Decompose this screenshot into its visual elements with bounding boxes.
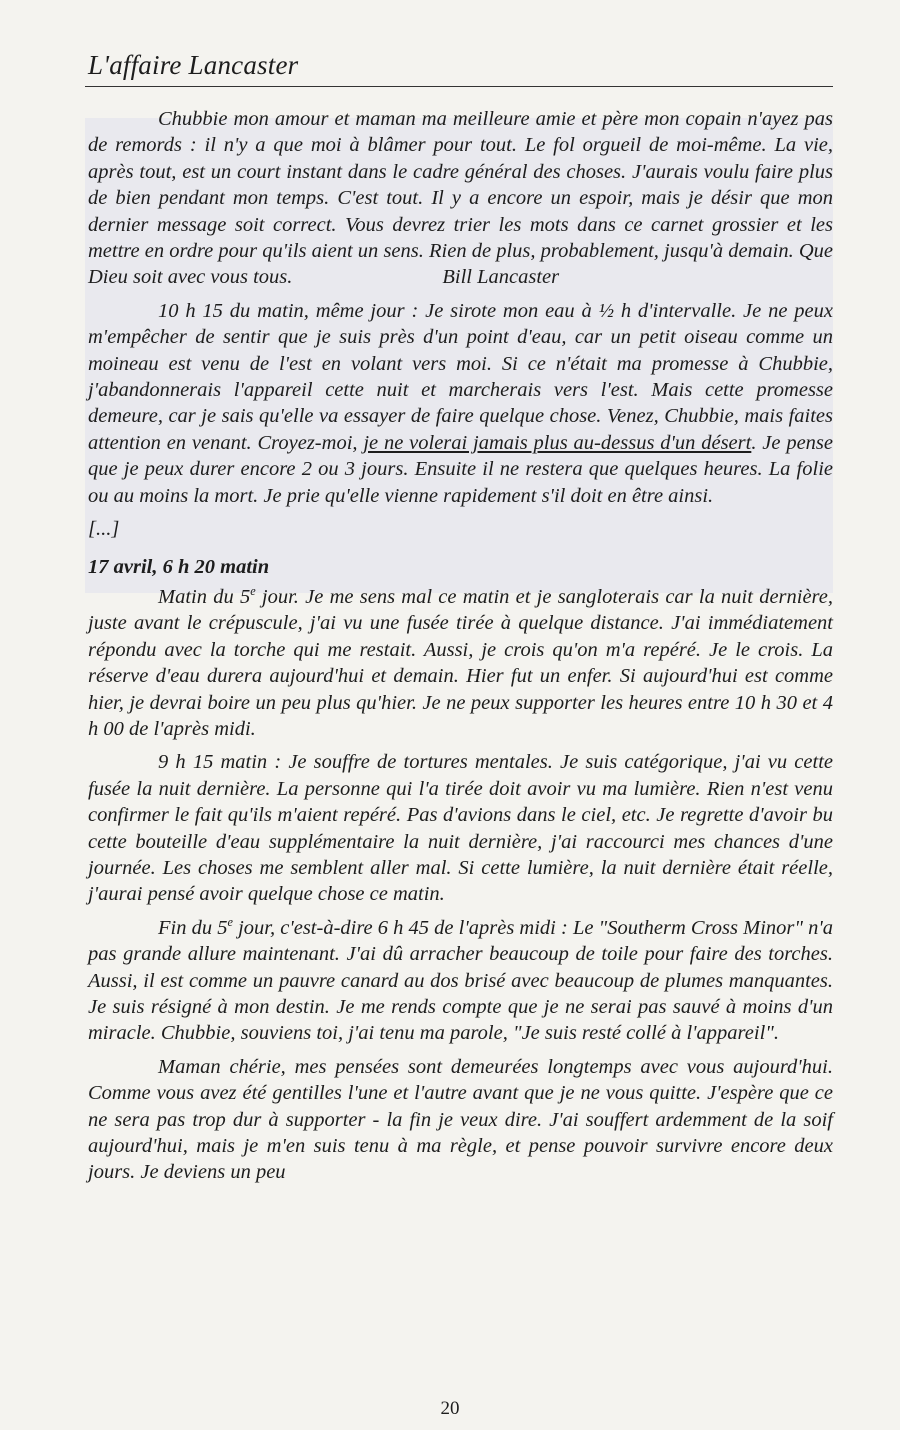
paragraph-fin-5e-jour: Fin du 5e jour, c'est-à-dire 6 h 45 de l'après midi : Le "Southerm Cross Minor" n'a pas grande allure maintenant. J'ai dû arracher beaucoup de toile pour faire des torches. Aussi, il est comme un pauvre canard au dos brisé avec beaucoup de plumes manquantes. Je suis résigné à mon destin. Je me rends compte que je ne serai pas sauvé à moins d'un miracle. Chubbie, souviens toi, j'ai tenu ma parole, "Je suis resté collé à l'appareil".	[88, 914, 833, 1045]
body-text	[88, 106, 833, 1186]
paragraph-10h15: 10 h 15 du matin, même jour : Je sirote mon eau à ½ h d'intervalle. Je ne peux m'empêcher de sentir que je suis près d'un point d'eau, car un petit oiseau comme un moineau est venu de l'est en volant vers moi. Si ce n'était ma promesse à Chubbie, j'abandonnerais l'appareil cette nuit et marcherais vers l'est. Mais cette promesse demeure, car je sais qu'elle va essayer de faire quelque chose. Venez, Chubbie, mais faites attention en venant. Croyez-moi, je ne volerai jamais plus au-dessus d'un désert. Je pense que je peux durer encore 2 ou 3 jours. Ensuite il ne restera que quelques heures. La folie ou au moins la mort. Je prie qu'elle vienne rapidement s'il doit en être ainsi.	[88, 299, 833, 507]
ellipsis: [...]	[88, 518, 120, 541]
paragraph-9h15: 9 h 15 matin : Je souffre de tortures mentales. Je suis catégorique, j'ai vu cette fusée la nuit dernière. La personne qui l'a tirée doit avoir vu ma lumière. Rien n'est venu confirmer le fait qu'ils m'aient repéré. Pas d'avions dans le ciel, etc. Je regrette d'avoir bu cette bouteille d'eau supplémentaire la nuit dernière, j'ai raccourci mes chances d'une journée. Les choses me semblent aller mal. Si cette lumière, la nuit dernière était réelle, j'aurai pensé avoir quelque chose ce matin.	[88, 751, 833, 906]
header-rule	[85, 86, 833, 87]
page-number: 20	[440, 1398, 460, 1419]
paragraph-letter: Chubbie mon amour et maman ma meilleure amie et père mon copain n'ayez pas de remords : il n'y a que moi à blâmer pour tout. Le fol orgueil de moi-même. La vie, après tout, est un court instant dans le cadre général des choses. J'aurais voulu faire plus de bien pendant mon temps. C'est tout. Il y a encore un espoir, mais je désir que mon dernier message soit correct. Vous devrez trier les mots dans ce carnet grossier et les mettre en ordre pour qu'ils aient un sens. Rien de plus, probablement, jusqu'à demain. Que Dieu soit avec vous tous. Bill Lancaster	[88, 108, 833, 289]
underlined-phrase: je ne volerai jamais plus au-dessus d'un désert	[363, 431, 752, 454]
running-header-title: L'affaire Lancaster	[88, 50, 299, 80]
paragraph-matin-5e-jour: Matin du 5e jour. Je me sens mal ce matin et je sangloterais car la nuit dernière, juste avant le crépuscule, j'ai vu une fusée tirée à quelque distance. J'ai immédiatement répondu avec la torche qui me restait. Aussi, je crois qu'on m'a repéré. Je le crois. La réserve d'eau durera aujourd'hui et demain. Hier fut un enfer. Si aujourd'hui est comme hier, je devrai boire un peu plus qu'hier. Je ne peux supporter les heures entre 10 h 30 et 4 h 00 de l'après midi.	[88, 584, 834, 740]
signature: Bill Lancaster	[442, 266, 560, 289]
paragraph-maman-cherie: Maman chérie, mes pensées sont demeurées longtemps avec vous aujourd'hui. Comme vous avez été gentilles l'une et l'autre avant que je ne vous quitte. J'espère que ce ne sera pas trop dur à supporter - la fin je veux dire. J'ai souffert ardemment de la soif aujourd'hui, mais je m'en suis tenu à ma règle, et pense pouvoir survivre encore deux jours. Je deviens un peu	[88, 1055, 833, 1184]
date-heading: 17 avril, 6 h 20 matin	[88, 555, 270, 578]
